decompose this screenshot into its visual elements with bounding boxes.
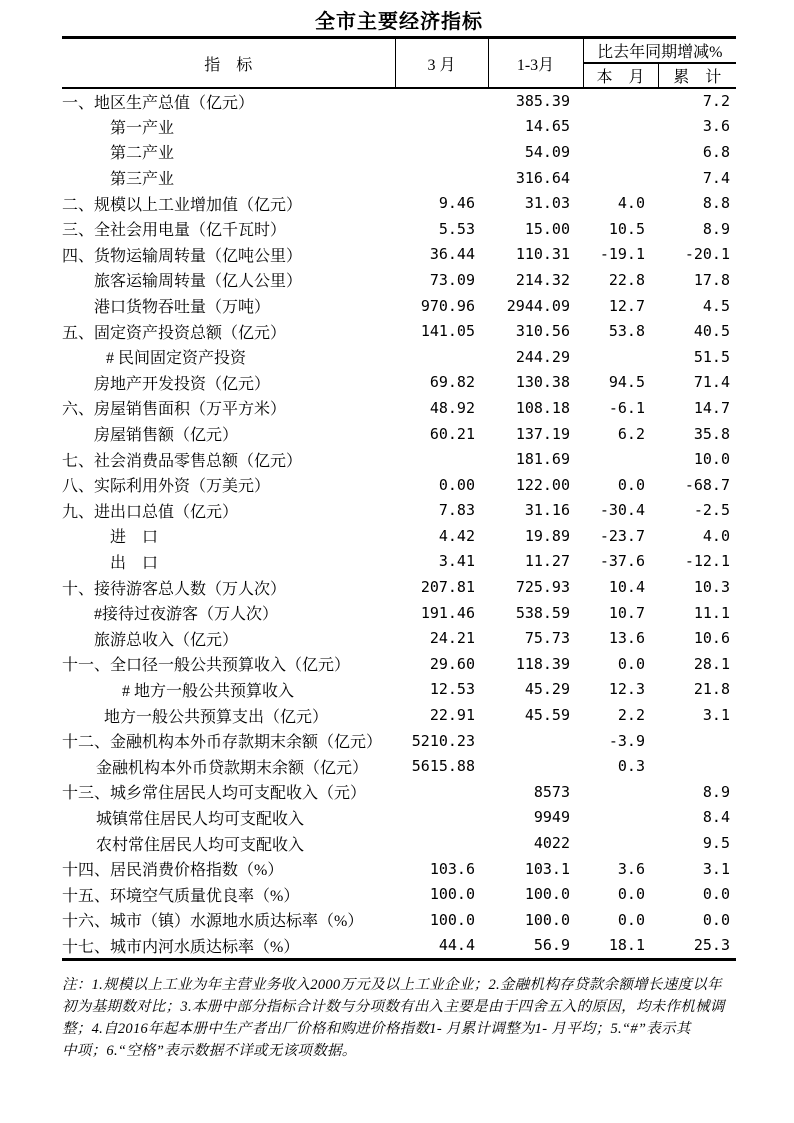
value-jan-mar: 100.0 [524, 885, 570, 904]
value-yoy-cumulative: 8.9 [702, 782, 730, 801]
table-row [62, 446, 736, 472]
table-row [62, 370, 736, 396]
value-jan-mar: 19.89 [524, 526, 570, 545]
value-yoy-cumulative: 4.5 [702, 296, 730, 315]
value-yoy-month [583, 88, 658, 114]
value-yoy-month: 12.7 [608, 296, 645, 315]
value-yoy-month [583, 139, 658, 165]
value-yoy-month [583, 805, 658, 831]
table-header [62, 39, 736, 88]
value-yoy-cumulative: 8.8 [702, 194, 730, 213]
value-yoy-month: -6.1 [608, 398, 645, 417]
table-row [62, 677, 736, 703]
value-yoy-cumulative: 28.1 [693, 654, 730, 673]
value-march: 7.83 [438, 501, 475, 520]
value-jan-mar: 31.16 [524, 501, 570, 520]
value-yoy-cumulative: 71.4 [693, 373, 730, 392]
indicator-cell: 进 口 [110, 529, 159, 547]
value-jan-mar: 54.09 [524, 142, 570, 161]
table-row [62, 190, 736, 216]
value-march: 9.46 [438, 194, 475, 213]
value-march: 44.4 [438, 936, 475, 955]
value-march [395, 114, 488, 140]
value-yoy-cumulative: -2.5 [693, 501, 730, 520]
value-yoy-month: 12.3 [608, 680, 645, 699]
indicator-cell: 金融机构本外币贷款期末余额（亿元） [96, 759, 369, 777]
value-yoy-month: 0.0 [617, 475, 645, 494]
value-jan-mar: 75.73 [524, 629, 570, 648]
value-yoy-cumulative: 3.1 [702, 859, 730, 878]
value-jan-mar: 108.18 [515, 398, 570, 417]
value-jan-mar: 725.93 [515, 578, 570, 597]
indicator-cell: 二、规模以上工业增加值（亿元） [62, 196, 303, 214]
value-march: 141.05 [420, 322, 475, 341]
table-bottom-rule [62, 958, 736, 961]
column-header-march: 3 月 [395, 39, 488, 88]
indicator-cell: 十七、城市内河水质达标率（%） [62, 938, 300, 956]
value-jan-mar: 14.65 [524, 117, 570, 136]
value-yoy-month [583, 344, 658, 370]
footnote [62, 974, 736, 1062]
indicator-cell: 房地产开发投资（亿元） [94, 375, 271, 393]
value-yoy-cumulative: 40.5 [693, 322, 730, 341]
table-row [62, 753, 736, 779]
value-yoy-cumulative: 3.1 [702, 706, 730, 725]
value-yoy-cumulative: 10.6 [693, 629, 730, 648]
value-yoy-cumulative: 14.7 [693, 398, 730, 417]
value-yoy-month: 6.2 [617, 424, 645, 443]
table-row [62, 114, 736, 140]
value-march: 48.92 [429, 398, 475, 417]
value-march [395, 779, 488, 805]
value-yoy-month: 4.0 [617, 194, 645, 213]
value-jan-mar: 310.56 [515, 322, 570, 341]
footnote-line: 整；4.自2016年起本册中生产者出厂价格和购进价格指数1- 月累计调整为1- 月平均；5.“#”表示其 [62, 1021, 691, 1038]
value-march: 970.96 [420, 296, 475, 315]
value-yoy-cumulative: 10.3 [693, 578, 730, 597]
value-march [395, 165, 488, 191]
footnote-line: 注：1.规模以上工业为年主营业务收入2000万元及以上工业企业；2.金融机构存贷款余额增长速度以年 [62, 977, 722, 994]
value-yoy-cumulative: 8.4 [702, 808, 730, 827]
value-yoy-month [583, 114, 658, 140]
value-yoy-month: 0.0 [617, 654, 645, 673]
value-jan-mar: 214.32 [515, 270, 570, 289]
indicator-cell: #接待过夜游客（万人次） [94, 606, 279, 624]
value-jan-mar: 181.69 [515, 450, 570, 469]
indicator-cell: 十一、全口径一般公共预算收入（亿元） [62, 657, 351, 675]
value-yoy-month: -19.1 [599, 245, 645, 264]
value-jan-mar: 538.59 [515, 603, 570, 622]
value-march: 60.21 [429, 424, 475, 443]
value-jan-mar: 8573 [533, 782, 570, 801]
value-yoy-month: 53.8 [608, 322, 645, 341]
table-row [62, 293, 736, 319]
value-jan-mar: 110.31 [515, 245, 570, 264]
value-yoy-month: 0.0 [617, 910, 645, 929]
indicator-cell: 三、全社会用电量（亿千瓦时） [62, 222, 287, 240]
indicator-cell: 十四、居民消费价格指数（%） [62, 862, 284, 880]
indicator-cell: 旅游总收入（亿元） [94, 631, 239, 649]
value-march: 22.91 [429, 706, 475, 725]
indicator-cell: 九、进出口总值（亿元） [62, 503, 239, 521]
table-row [62, 549, 736, 575]
value-march: 207.81 [420, 578, 475, 597]
indicator-cell: 十六、城市（镇）水源地水质达标率（%） [62, 913, 364, 931]
value-yoy-cumulative: 25.3 [693, 936, 730, 955]
value-yoy-cumulative: 17.8 [693, 270, 730, 289]
value-jan-mar: 316.64 [515, 168, 570, 187]
value-jan-mar: 56.9 [533, 936, 570, 955]
value-yoy-cumulative: 35.8 [693, 424, 730, 443]
indicator-cell: 农村常住居民人均可支配收入 [96, 836, 305, 854]
indicator-cell: 五、固定资产投资总额（亿元） [62, 324, 287, 342]
value-march [395, 446, 488, 472]
indicator-cell: 第二产业 [110, 145, 175, 163]
value-yoy-cumulative: 7.2 [702, 92, 730, 111]
table-row [62, 779, 736, 805]
indicator-cell: 七、社会消费品零售总额（亿元） [62, 452, 303, 470]
value-yoy-month: 94.5 [608, 373, 645, 392]
value-yoy-cumulative [658, 753, 736, 779]
value-jan-mar: 31.03 [524, 194, 570, 213]
table-row [62, 421, 736, 447]
table-row [62, 728, 736, 754]
indicator-cell: 房屋销售额（亿元） [94, 427, 239, 445]
table-row [62, 267, 736, 293]
table-row [62, 318, 736, 344]
table-row [62, 574, 736, 600]
value-yoy-month: 22.8 [608, 270, 645, 289]
indicator-cell: 城镇常住居民人均可支配收入 [96, 810, 305, 828]
indicator-cell: 地方一般公共预算支出（亿元） [104, 708, 329, 726]
report-page [62, 0, 736, 1062]
indicator-cell: 港口货物吞吐量（万吨） [94, 299, 271, 317]
table-row [62, 830, 736, 856]
table-row [62, 88, 736, 114]
value-march: 0.00 [438, 475, 475, 494]
value-yoy-cumulative: 3.6 [702, 117, 730, 136]
table-row [62, 395, 736, 421]
indicator-cell: 第三产业 [110, 171, 175, 189]
value-jan-mar: 45.29 [524, 680, 570, 699]
value-yoy-cumulative: 8.9 [702, 219, 730, 238]
indicator-cell: # 民间固定资产投资 [106, 350, 247, 368]
table-row [62, 523, 736, 549]
column-header-yoy-group: 比去年同期增减% [583, 39, 736, 63]
value-jan-mar: 130.38 [515, 373, 570, 392]
indicator-cell: 出 口 [110, 554, 159, 572]
value-yoy-month: 10.4 [608, 578, 645, 597]
table-row [62, 625, 736, 651]
value-march: 36.44 [429, 245, 475, 264]
table-row [62, 702, 736, 728]
indicator-cell: 十、接待游客总人数（万人次） [62, 580, 287, 598]
footnote-line: 中项；6.“空格”表示数据不详或无该项数据。 [62, 1043, 357, 1060]
value-yoy-month: 2.2 [617, 706, 645, 725]
indicator-cell: 十三、城乡常住居民人均可支配收入（元） [62, 785, 367, 803]
value-march: 4.42 [438, 526, 475, 545]
value-yoy-month: 13.6 [608, 629, 645, 648]
value-yoy-month: -30.4 [599, 501, 645, 520]
value-march: 73.09 [429, 270, 475, 289]
value-yoy-cumulative: -20.1 [684, 245, 730, 264]
value-yoy-cumulative: 9.5 [702, 834, 730, 853]
value-yoy-month: 0.0 [617, 885, 645, 904]
indicator-cell: 十二、金融机构本外币存款期末余额（亿元） [62, 734, 383, 752]
value-yoy-month: -23.7 [599, 526, 645, 545]
value-jan-mar [488, 753, 583, 779]
value-jan-mar: 137.19 [515, 424, 570, 443]
value-jan-mar: 45.59 [524, 706, 570, 725]
table-row [62, 933, 736, 959]
value-jan-mar: 4022 [533, 834, 570, 853]
value-jan-mar [488, 728, 583, 754]
value-yoy-cumulative: 11.1 [693, 603, 730, 622]
value-yoy-month [583, 830, 658, 856]
value-yoy-cumulative: -68.7 [684, 475, 730, 494]
value-march [395, 139, 488, 165]
table-row [62, 472, 736, 498]
table-row [62, 216, 736, 242]
table-row [62, 344, 736, 370]
value-march [395, 344, 488, 370]
value-jan-mar: 118.39 [515, 654, 570, 673]
value-yoy-cumulative: 4.0 [702, 526, 730, 545]
value-march: 100.0 [429, 910, 475, 929]
indicator-cell: # 地方一般公共预算收入 [122, 682, 295, 700]
value-march: 5.53 [438, 219, 475, 238]
indicator-cell: 第一产业 [110, 119, 175, 137]
value-yoy-cumulative: -12.1 [684, 552, 730, 571]
indicator-cell: 四、货物运输周转量（亿吨公里） [62, 247, 303, 265]
value-yoy-month [583, 165, 658, 191]
value-jan-mar: 122.00 [515, 475, 570, 494]
table-row [62, 600, 736, 626]
value-march: 3.41 [438, 552, 475, 571]
table-row [62, 651, 736, 677]
table-row [62, 139, 736, 165]
value-jan-mar: 385.39 [515, 92, 570, 111]
value-march: 29.60 [429, 654, 475, 673]
column-header-indicator: 指 标 [62, 39, 395, 88]
value-jan-mar: 244.29 [515, 347, 570, 366]
table-body [62, 88, 736, 958]
indicator-cell: 十五、环境空气质量优良率（%） [62, 887, 300, 905]
value-march [395, 830, 488, 856]
value-jan-mar: 100.0 [524, 910, 570, 929]
table-row [62, 498, 736, 524]
value-yoy-cumulative: 21.8 [693, 680, 730, 699]
column-header-yoy-month: 本 月 [583, 63, 658, 88]
value-yoy-cumulative: 6.8 [702, 142, 730, 161]
value-march [395, 88, 488, 114]
value-march: 5210.23 [411, 731, 475, 750]
value-yoy-cumulative: 10.0 [693, 450, 730, 469]
value-yoy-month [583, 446, 658, 472]
value-march: 103.6 [429, 859, 475, 878]
value-yoy-cumulative: 51.5 [693, 347, 730, 366]
indicator-cell: 一、地区生产总值（亿元） [62, 94, 255, 112]
value-yoy-month [583, 779, 658, 805]
value-yoy-cumulative [658, 728, 736, 754]
value-march: 69.82 [429, 373, 475, 392]
table-row [62, 856, 736, 882]
value-jan-mar: 11.27 [524, 552, 570, 571]
indicator-cell: 六、房屋销售面积（万平方米） [62, 401, 287, 419]
value-yoy-cumulative: 0.0 [702, 910, 730, 929]
value-march [395, 805, 488, 831]
value-yoy-cumulative: 7.4 [702, 168, 730, 187]
column-header-yoy-cumulative: 累 计 [658, 63, 736, 88]
value-yoy-cumulative: 0.0 [702, 885, 730, 904]
value-yoy-month: -37.6 [599, 552, 645, 571]
value-yoy-month: 10.7 [608, 603, 645, 622]
value-jan-mar: 103.1 [524, 859, 570, 878]
column-header-jan-mar: 1-3月 [488, 39, 583, 88]
footnote-line: 初为基期数对比；3.本册中部分指标合计数与分项数有出入主要是由于四舍五入的原因，均未作机械调 [62, 999, 725, 1016]
value-jan-mar: 9949 [533, 808, 570, 827]
indicator-cell: 八、实际利用外资（万美元） [62, 478, 271, 496]
value-yoy-month: 0.3 [617, 757, 645, 776]
value-jan-mar: 15.00 [524, 219, 570, 238]
value-jan-mar: 2944.09 [506, 296, 570, 315]
table-row [62, 907, 736, 933]
value-march: 24.21 [429, 629, 475, 648]
economic-indicators-table [62, 39, 736, 958]
page-title: 全市主要经济指标 [315, 11, 483, 33]
table-row [62, 242, 736, 268]
value-yoy-month: 3.6 [617, 859, 645, 878]
table-row [62, 881, 736, 907]
value-march: 191.46 [420, 603, 475, 622]
value-yoy-month: -3.9 [608, 731, 645, 750]
value-march: 5615.88 [411, 757, 475, 776]
value-march: 12.53 [429, 680, 475, 699]
value-yoy-month: 18.1 [608, 936, 645, 955]
indicator-cell: 旅客运输周转量（亿人公里） [94, 273, 303, 291]
value-march: 100.0 [429, 885, 475, 904]
table-row [62, 165, 736, 191]
table-row [62, 805, 736, 831]
value-yoy-month: 10.5 [608, 219, 645, 238]
